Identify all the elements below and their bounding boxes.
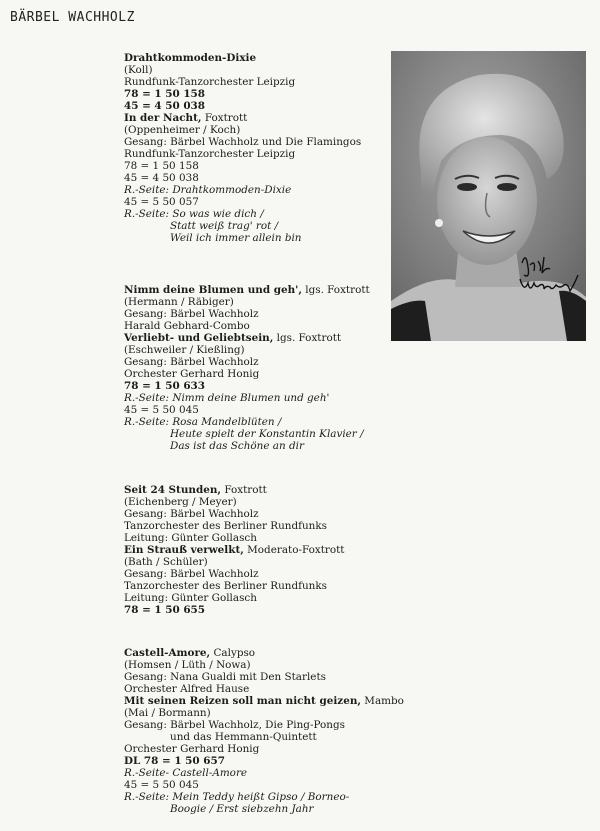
record-line: R.-Seite: Drahtkommoden-Dixie [124, 184, 292, 196]
record-line: (Mai / Bormann) [124, 707, 211, 719]
record-line: R.-Seite: Nimm deine Blumen und geh' [124, 392, 330, 404]
record-line: DL 78 = 1 50 657 [124, 755, 225, 767]
record-line: Gesang: Bärbel Wachholz, Die Ping-Pongs [124, 719, 345, 731]
record-line: 45 = 5 50 057 [124, 196, 199, 208]
record-line [124, 284, 386, 296]
record-line: Orchester Gerhard Honig [124, 368, 260, 380]
record-line: Weil ich immer allein bin [170, 232, 302, 244]
record-line: Rundfunk-Tanzorchester Leipzig [124, 148, 296, 160]
song-title: Mit seinen Reizen soll man nicht geizen, [124, 695, 361, 707]
song-genre: Mambo [361, 695, 404, 707]
song-genre: lgs. Foxtrott [273, 332, 342, 344]
record-line [124, 544, 386, 556]
record-line: (Bath / Schüler) [124, 556, 208, 568]
artist-photo [391, 51, 586, 341]
discography-section-1 [124, 52, 386, 244]
song-genre: Foxtrott [221, 484, 267, 496]
record-line: (Eschweiler / Kießling) [124, 344, 245, 356]
record-line: 45 = 4 50 038 [124, 172, 199, 184]
song-genre: Foxtrott [201, 112, 248, 124]
record-line: R.-Seite: Mein Teddy heißt Gipso / Borneo- [124, 791, 350, 803]
record-line: 78 = 1 50 633 [124, 380, 206, 392]
record-line [124, 332, 386, 344]
song-genre: Calypso [210, 647, 256, 659]
record-line: Tanzorchester des Berliner Rundfunks [124, 580, 327, 592]
record-line: 45 = 5 50 045 [124, 779, 199, 791]
record-line: (Eichenberg / Meyer) [124, 496, 237, 508]
song-title: In der Nacht, [124, 112, 202, 124]
record-line: 45 = 5 50 045 [124, 404, 199, 416]
record-line: 78 = 1 50 655 [124, 604, 206, 616]
record-line: Heute spielt der Konstantin Klavier / [170, 428, 364, 440]
record-line: (Koll) [124, 64, 153, 76]
song-title: Nimm deine Blumen und geh', [124, 284, 302, 296]
record-line [124, 647, 386, 659]
record-line: und das Hemmann-Quintett [170, 731, 317, 743]
record-line: Harald Gebhard-Combo [124, 320, 250, 332]
record-line: 45 = 4 50 038 [124, 100, 206, 112]
record-line: 78 = 1 50 158 [124, 160, 199, 172]
record-line: Gesang: Bärbel Wachholz [124, 508, 259, 520]
record-line: 78 = 1 50 158 [124, 88, 206, 100]
autograph-signature [516, 249, 580, 301]
record-line: Orchester Alfred Hause [124, 683, 250, 695]
record-line: Orchester Gerhard Honig [124, 743, 260, 755]
record-line: Rundfunk-Tanzorchester Leipzig [124, 76, 296, 88]
record-line: Gesang: Nana Gualdi mit Den Starlets [124, 671, 326, 683]
record-line: Tanzorchester des Berliner Rundfunks [124, 520, 327, 532]
record-line: R.-Seite- Castell-Amore [124, 767, 248, 779]
record-line: R.-Seite: Rosa Mandelblüten / [124, 416, 282, 428]
record-line: (Oppenheimer / Koch) [124, 124, 241, 136]
record-line: Das ist das Schöne an dir [170, 440, 304, 452]
record-line: Leitung: Günter Gollasch [124, 592, 257, 604]
record-line [124, 484, 386, 496]
song-title: Seit 24 Stunden, [124, 484, 222, 496]
record-line: Gesang: Bärbel Wachholz und Die Flamingos [124, 136, 362, 148]
song-genre: lgs. Foxtrott [301, 284, 370, 296]
record-line: Leitung: Günter Gollasch [124, 532, 257, 544]
record-line: Gesang: Bärbel Wachholz [124, 356, 259, 368]
page-title: BÄRBEL WACHHOLZ [10, 10, 135, 25]
record-line: Boogie / Erst siebzehn Jahr [170, 803, 314, 815]
song-genre: Moderato-Foxtrott [243, 544, 345, 556]
record-line: Drahtkommoden-Dixie [124, 52, 257, 64]
discography-section-4 [124, 647, 404, 815]
record-line [124, 112, 386, 124]
record-line: (Hermann / Räbiger) [124, 296, 234, 308]
record-line: Statt weiß trag' rot / [170, 220, 279, 232]
record-line [124, 695, 404, 707]
record-line: Gesang: Bärbel Wachholz [124, 568, 259, 580]
song-title: Verliebt- und Geliebtsein, [124, 332, 274, 344]
song-title: Castell-Amore, [124, 647, 211, 659]
record-line: R.-Seite: So was wie dich / [124, 208, 264, 220]
record-line: Gesang: Bärbel Wachholz [124, 308, 259, 320]
discography-section-3 [124, 484, 386, 616]
record-line: (Homsen / Lüth / Nowa) [124, 659, 251, 671]
discography-section-2 [124, 284, 386, 452]
song-title: Ein Strauß verwelkt, [124, 544, 244, 556]
